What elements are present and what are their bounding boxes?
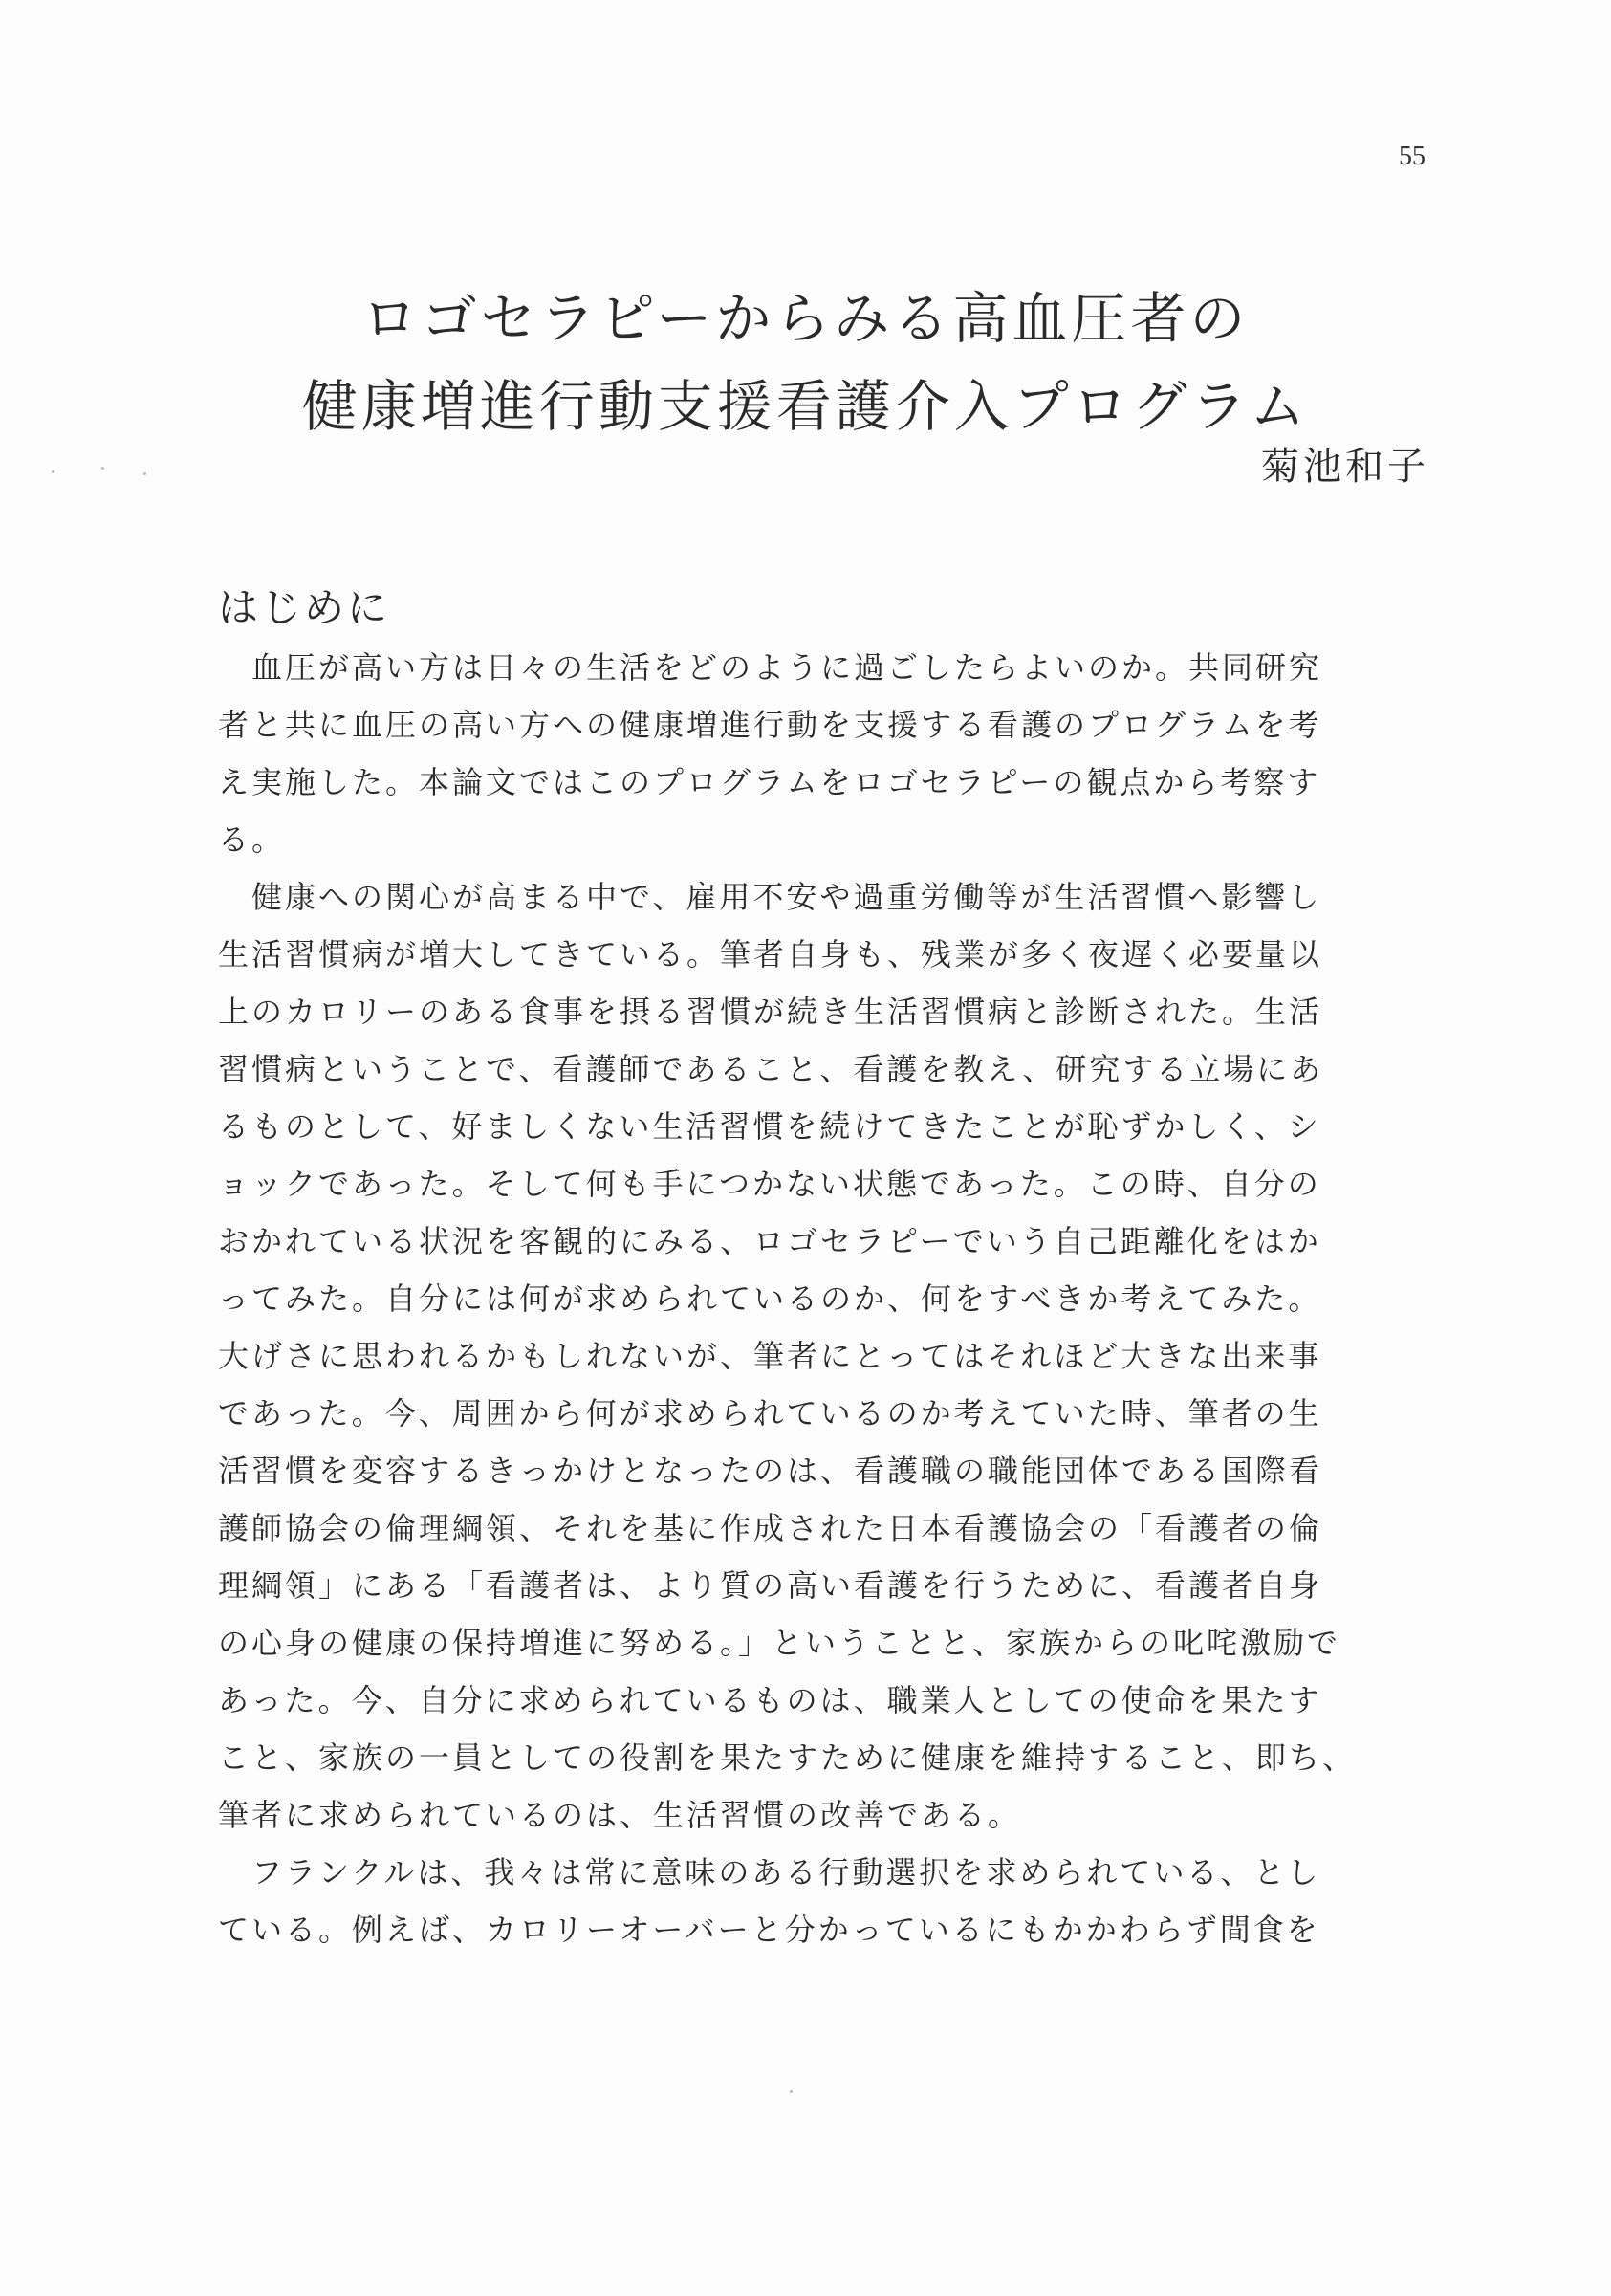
scan-speck (143, 472, 146, 475)
body-line: ている。例えば、カロリーオーバーと分かっているにもかかわらず間食を (218, 1912, 1320, 1948)
scan-speck (101, 467, 104, 470)
body-line: 血圧が高い方は日々の生活をどのように過ごしたらよいのか。共同研究 (218, 649, 1323, 686)
body-line: 生活習慣病が増大してきている。筆者自身も、残業が多く夜遅く必要量以 (218, 936, 1323, 973)
body-line: フランクルは、我々は常に意味のある行動選択を求められている、とし (218, 1854, 1321, 1891)
body-line: 上のカロリーのある食事を摂る習慣が続き生活習慣病と診断された。生活 (218, 994, 1323, 1030)
body-line: 大げさに思われるかもしれないが、筆者にとってはそれほど大きな出来事 (218, 1338, 1322, 1374)
scan-speck (790, 2090, 793, 2093)
body-line: あった。今、自分に求められているものは、職業人としての使命を果たす (218, 1682, 1322, 1718)
section-heading: はじめに (218, 583, 391, 631)
body-line: 者と共に血圧の高い方への健康増進行動を支援する看護のプログラムを考 (218, 707, 1322, 743)
body-line: 活習慣を変容するきっかけとなったのは、看護職の職能団体である国際看 (218, 1453, 1323, 1489)
body-line: の心身の健康の保持増進に努める。」ということと、家族からの叱咤激励で (218, 1625, 1341, 1661)
author-name: 菊池和子 (1261, 445, 1429, 489)
body-line: おかれている状況を客観的にみる、ロゴセラピーでいう自己距離化をはか (218, 1223, 1321, 1259)
body-line: 護師協会の倫理綱領、それを基に作成された日本看護協会の「看護者の倫 (218, 1510, 1323, 1546)
body-line: ョックであった。そして何も手につかない状態であった。この時、自分の (218, 1166, 1321, 1202)
body-line: ってみた。自分には何が求められているのか、何をすべきか考えてみた。 (218, 1280, 1322, 1317)
body-line: え実施した。本論文ではこのプログラムをロゴセラピーの観点から考察す (218, 764, 1321, 800)
page-number: 55 (1399, 142, 1426, 171)
body-line: 理綱領」にある「看護者は、より質の高い看護を行うために、看護者自身 (218, 1567, 1323, 1604)
body-text (218, 639, 1432, 1958)
title-line-1: ロゴセラピーからみる高血圧者の (361, 285, 1250, 351)
body-line: 習慣病ということで、看護師であること、看護を教え、研究する立場にあ (218, 1051, 1324, 1087)
body-line: 筆者に求められているのは、生活習慣の改善である。 (218, 1797, 1022, 1833)
article-title (191, 274, 1420, 450)
body-line: であった。今、周囲から何が求められているのか考えていた時、筆者の生 (218, 1395, 1322, 1432)
body-line: る。 (218, 821, 286, 858)
body-line: こと、家族の一員としての役割を果たすために健康を維持すること、即ち、 (218, 1739, 1357, 1776)
title-line-2: 健康増進行動支援看護介入プログラム (301, 373, 1310, 439)
scan-speck (52, 470, 54, 473)
body-line: 健康への関心が高まる中で、雇用不安や過重労働等が生活習慣へ影響し (218, 879, 1322, 915)
body-line: るものとして、好ましくない生活習慣を続けてきたことが恥ずかしく、シ (218, 1108, 1321, 1145)
